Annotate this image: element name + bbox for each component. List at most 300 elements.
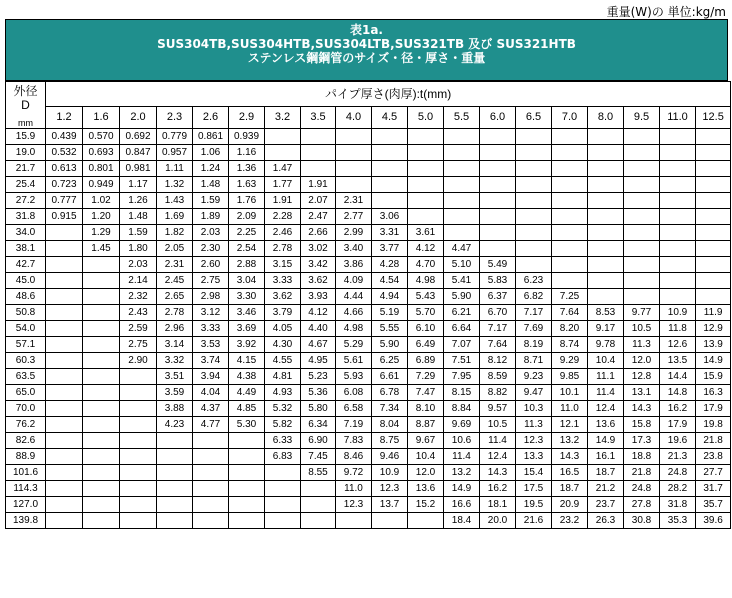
weight-cell [46, 241, 83, 257]
weight-cell: 18.8 [624, 449, 660, 465]
weight-cell [588, 273, 624, 289]
weight-cell: 8.84 [444, 401, 480, 417]
weight-cell: 1.76 [229, 193, 265, 209]
thickness-header: パイプ厚さ(肉厚):t(mm) [46, 82, 731, 107]
title-line-1: 表1a. [349, 23, 383, 37]
table-row [6, 497, 731, 513]
weight-cell: 2.47 [301, 209, 336, 225]
weight-cell: 18.7 [552, 481, 588, 497]
weight-cell: 14.3 [624, 401, 660, 417]
weight-cell: 7.19 [336, 417, 372, 433]
weight-cell [624, 177, 660, 193]
weight-cell: 4.47 [444, 241, 480, 257]
weight-cell: 13.6 [588, 417, 624, 433]
weight-cell [83, 513, 120, 529]
weight-cell [660, 209, 696, 225]
weight-cell [408, 145, 444, 161]
weight-cell: 9.47 [516, 385, 552, 401]
weight-cell [552, 177, 588, 193]
weight-cell: 5.82 [265, 417, 301, 433]
weight-cell [46, 321, 83, 337]
weight-cell [83, 321, 120, 337]
weight-cell [83, 289, 120, 305]
weight-cell: 17.9 [660, 417, 696, 433]
weight-cell: 3.74 [193, 353, 229, 369]
weight-cell: 10.6 [444, 433, 480, 449]
weight-cell: 0.570 [83, 129, 120, 145]
weight-cell [46, 369, 83, 385]
weight-cell: 21.3 [660, 449, 696, 465]
weight-cell [301, 513, 336, 529]
weight-cell [336, 161, 372, 177]
weight-cell [444, 129, 480, 145]
weight-cell: 5.30 [229, 417, 265, 433]
weight-cell: 21.2 [588, 481, 624, 497]
weight-cell [46, 449, 83, 465]
weight-cell: 14.4 [660, 369, 696, 385]
weight-cell [120, 449, 157, 465]
outer-diameter-cell: 48.6 [6, 289, 46, 305]
weight-cell [624, 289, 660, 305]
weight-cell [480, 129, 516, 145]
weight-cell: 2.28 [265, 209, 301, 225]
weight-cell [46, 385, 83, 401]
weight-cell: 3.93 [301, 289, 336, 305]
weight-cell: 23.8 [696, 449, 731, 465]
weight-cell: 3.02 [301, 241, 336, 257]
thickness-value: 2.0 [120, 106, 157, 128]
weight-cell: 2.66 [301, 225, 336, 241]
weight-cell: 8.46 [336, 449, 372, 465]
weight-cell [120, 417, 157, 433]
weight-cell [588, 209, 624, 225]
weight-cell [301, 497, 336, 513]
outer-diameter-cell: 15.9 [6, 129, 46, 145]
weight-cell: 3.62 [265, 289, 301, 305]
weight-cell [696, 273, 731, 289]
table-row [6, 369, 731, 385]
weight-cell: 0.949 [83, 177, 120, 193]
weight-cell: 15.8 [624, 417, 660, 433]
weight-cell: 13.3 [516, 449, 552, 465]
weight-cell: 3.77 [372, 241, 408, 257]
weight-cell [624, 241, 660, 257]
weight-cell: 14.9 [588, 433, 624, 449]
title-line-2: SUS304TB,SUS304HTB,SUS304LTB,SUS321TB 及び SUS321HTB [157, 37, 576, 51]
thickness-values-row [6, 106, 731, 128]
weight-cell: 6.58 [336, 401, 372, 417]
weight-cell: 4.12 [301, 305, 336, 321]
table-title [5, 19, 728, 81]
weight-cell: 4.81 [265, 369, 301, 385]
weight-cell [624, 257, 660, 273]
weight-cell: 5.49 [480, 257, 516, 273]
weight-cell: 2.99 [336, 225, 372, 241]
weight-cell: 1.82 [157, 225, 193, 241]
weight-cell [265, 145, 301, 161]
weight-cell: 0.981 [120, 161, 157, 177]
weight-cell [265, 497, 301, 513]
weight-cell: 7.47 [408, 385, 444, 401]
weight-cell [336, 513, 372, 529]
weight-cell [660, 193, 696, 209]
weight-cell: 3.42 [301, 257, 336, 273]
weight-cell: 7.69 [516, 321, 552, 337]
weight-cell: 11.9 [696, 305, 731, 321]
weight-cell [408, 193, 444, 209]
weight-cell: 13.2 [444, 465, 480, 481]
weight-cell: 4.23 [157, 417, 193, 433]
weight-cell: 2.65 [157, 289, 193, 305]
weight-cell: 0.801 [83, 161, 120, 177]
weight-cell [444, 161, 480, 177]
weight-cell: 6.21 [444, 305, 480, 321]
weight-cell: 4.67 [301, 337, 336, 353]
weight-cell: 15.2 [408, 497, 444, 513]
weight-cell: 1.17 [120, 177, 157, 193]
weight-cell: 9.29 [552, 353, 588, 369]
outer-diameter-label: 外径 [13, 84, 38, 98]
weight-cell: 2.88 [229, 257, 265, 273]
thickness-value: 12.5 [696, 106, 731, 128]
weight-cell [157, 449, 193, 465]
weight-cell: 9.17 [588, 321, 624, 337]
weight-cell [444, 193, 480, 209]
weight-cell: 21.8 [696, 433, 731, 449]
weight-cell: 3.46 [229, 305, 265, 321]
weight-cell [480, 145, 516, 161]
weight-cell [46, 481, 83, 497]
weight-cell: 1.16 [229, 145, 265, 161]
weight-cell: 21.8 [624, 465, 660, 481]
weight-cell [552, 209, 588, 225]
weight-cell: 9.46 [372, 449, 408, 465]
weight-cell: 14.3 [480, 465, 516, 481]
weight-cell: 0.723 [46, 177, 83, 193]
weight-cell [552, 225, 588, 241]
weight-cell [301, 129, 336, 145]
weight-cell: 1.59 [120, 225, 157, 241]
weight-cell: 12.3 [372, 481, 408, 497]
weight-cell: 4.09 [336, 273, 372, 289]
weight-cell [83, 385, 120, 401]
weight-cell: 4.44 [336, 289, 372, 305]
weight-cell [301, 481, 336, 497]
weight-cell [372, 177, 408, 193]
weight-cell: 21.6 [516, 513, 552, 529]
weight-cell [83, 449, 120, 465]
weight-cell: 11.0 [336, 481, 372, 497]
weight-cell: 10.9 [372, 465, 408, 481]
weight-cell [120, 369, 157, 385]
weight-cell [624, 129, 660, 145]
weight-cell [588, 193, 624, 209]
weight-cell: 2.43 [120, 305, 157, 321]
weight-cell: 8.75 [372, 433, 408, 449]
weight-cell: 2.32 [120, 289, 157, 305]
weight-cell: 1.48 [193, 177, 229, 193]
table-row [6, 337, 731, 353]
weight-cell: 35.3 [660, 513, 696, 529]
table-row [6, 273, 731, 289]
weight-cell [660, 161, 696, 177]
weight-cell: 2.03 [193, 225, 229, 241]
weight-cell: 12.4 [588, 401, 624, 417]
thickness-value: 3.5 [301, 106, 336, 128]
weight-cell [480, 225, 516, 241]
table-row [6, 385, 731, 401]
weight-cell [444, 177, 480, 193]
weight-cell: 5.43 [408, 289, 444, 305]
weight-cell: 12.9 [696, 321, 731, 337]
weight-cell: 0.692 [120, 129, 157, 145]
table-row [6, 241, 731, 257]
weight-cell: 8.59 [480, 369, 516, 385]
weight-cell: 4.94 [372, 289, 408, 305]
weight-cell: 6.78 [372, 385, 408, 401]
weight-cell: 16.6 [444, 497, 480, 513]
weight-cell: 12.0 [624, 353, 660, 369]
weight-cell: 2.60 [193, 257, 229, 273]
weight-cell [408, 161, 444, 177]
weight-cell [588, 289, 624, 305]
weight-cell: 30.8 [624, 513, 660, 529]
weight-unit-label: 重量(W)の 単位:kg/m [606, 5, 726, 19]
weight-cell: 3.53 [193, 337, 229, 353]
weight-cell [624, 273, 660, 289]
weight-cell: 3.69 [229, 321, 265, 337]
weight-cell [480, 161, 516, 177]
weight-cell: 27.7 [696, 465, 731, 481]
weight-cell: 8.04 [372, 417, 408, 433]
weight-cell: 2.59 [120, 321, 157, 337]
weight-cell: 16.1 [588, 449, 624, 465]
weight-cell [516, 129, 552, 145]
weight-cell [229, 513, 265, 529]
weight-cell [46, 401, 83, 417]
weight-cell: 3.62 [301, 273, 336, 289]
weight-cell: 3.32 [157, 353, 193, 369]
weight-cell: 0.439 [46, 129, 83, 145]
weight-cell: 1.36 [229, 161, 265, 177]
weight-cell: 23.7 [588, 497, 624, 513]
weight-cell: 6.82 [516, 289, 552, 305]
weight-cell [552, 129, 588, 145]
table-row [6, 449, 731, 465]
weight-cell: 11.3 [516, 417, 552, 433]
weight-cell [193, 513, 229, 529]
weight-cell: 5.36 [301, 385, 336, 401]
weight-cell: 5.29 [336, 337, 372, 353]
weight-cell: 6.64 [444, 321, 480, 337]
weight-cell: 17.9 [696, 401, 731, 417]
weight-cell: 4.49 [229, 385, 265, 401]
weight-cell: 5.80 [301, 401, 336, 417]
table-body [6, 129, 731, 529]
weight-cell: 11.4 [588, 385, 624, 401]
weight-cell [444, 145, 480, 161]
weight-cell: 3.12 [193, 305, 229, 321]
weight-cell: 0.532 [46, 145, 83, 161]
weight-cell: 4.85 [229, 401, 265, 417]
weight-cell [660, 289, 696, 305]
weight-cell: 5.23 [301, 369, 336, 385]
weight-cell: 8.82 [480, 385, 516, 401]
outer-diameter-cell: 57.1 [6, 337, 46, 353]
weight-cell: 16.2 [660, 401, 696, 417]
outer-diameter-cell: 88.9 [6, 449, 46, 465]
weight-cell: 1.47 [265, 161, 301, 177]
weight-cell [516, 241, 552, 257]
weight-cell [193, 481, 229, 497]
weight-cell: 13.5 [660, 353, 696, 369]
weight-cell: 16.5 [552, 465, 588, 481]
weight-cell: 5.55 [372, 321, 408, 337]
outer-diameter-cell: 34.0 [6, 225, 46, 241]
weight-cell [552, 161, 588, 177]
thickness-value: 5.5 [444, 106, 480, 128]
weight-cell: 4.30 [265, 337, 301, 353]
weight-cell [120, 497, 157, 513]
weight-cell: 2.05 [157, 241, 193, 257]
outer-diameter-cell: 60.3 [6, 353, 46, 369]
weight-cell: 23.2 [552, 513, 588, 529]
weight-cell [660, 145, 696, 161]
weight-cell: 1.11 [157, 161, 193, 177]
weight-cell: 3.30 [229, 289, 265, 305]
weight-cell [660, 257, 696, 273]
thickness-value: 3.2 [265, 106, 301, 128]
weight-cell: 1.45 [83, 241, 120, 257]
weight-cell: 1.77 [265, 177, 301, 193]
weight-cell [83, 433, 120, 449]
weight-cell: 0.957 [157, 145, 193, 161]
table-row [6, 305, 731, 321]
weight-cell [83, 337, 120, 353]
weight-cell: 1.26 [120, 193, 157, 209]
weight-cell [696, 241, 731, 257]
weight-cell: 15.9 [696, 369, 731, 385]
weight-cell: 4.70 [408, 257, 444, 273]
weight-cell [660, 177, 696, 193]
weight-cell: 10.3 [516, 401, 552, 417]
weight-cell: 2.03 [120, 257, 157, 273]
weight-cell [696, 209, 731, 225]
weight-cell: 9.85 [552, 369, 588, 385]
weight-cell [157, 497, 193, 513]
thickness-value: 2.3 [157, 106, 193, 128]
weight-cell [660, 225, 696, 241]
weight-cell [265, 513, 301, 529]
weight-cell: 4.54 [372, 273, 408, 289]
weight-cell: 0.777 [46, 193, 83, 209]
weight-cell: 3.59 [157, 385, 193, 401]
weight-cell: 7.64 [552, 305, 588, 321]
table-row [6, 401, 731, 417]
table-row [6, 193, 731, 209]
weight-cell [265, 129, 301, 145]
weight-cell: 4.95 [301, 353, 336, 369]
weight-cell [372, 513, 408, 529]
weight-cell [408, 177, 444, 193]
table-row [6, 209, 731, 225]
outer-diameter-cell: 31.8 [6, 209, 46, 225]
weight-cell: 2.25 [229, 225, 265, 241]
weight-cell [83, 401, 120, 417]
weight-cell: 6.23 [516, 273, 552, 289]
weight-cell [83, 369, 120, 385]
weight-cell [696, 129, 731, 145]
weight-cell: 13.6 [408, 481, 444, 497]
weight-cell: 3.31 [372, 225, 408, 241]
weight-cell: 7.17 [516, 305, 552, 321]
thickness-value: 1.6 [83, 106, 120, 128]
weight-cell [588, 129, 624, 145]
outer-diameter-cell: 63.5 [6, 369, 46, 385]
weight-cell: 2.78 [157, 305, 193, 321]
weight-cell: 24.8 [624, 481, 660, 497]
weight-cell [696, 193, 731, 209]
weight-cell [588, 257, 624, 273]
weight-cell: 1.32 [157, 177, 193, 193]
weight-cell: 8.20 [552, 321, 588, 337]
weight-cell: 11.0 [552, 401, 588, 417]
weight-cell [301, 145, 336, 161]
weight-cell: 3.40 [336, 241, 372, 257]
weight-cell: 6.10 [408, 321, 444, 337]
weight-cell: 3.92 [229, 337, 265, 353]
weight-cell [516, 177, 552, 193]
weight-cell: 2.77 [336, 209, 372, 225]
weight-cell: 9.57 [480, 401, 516, 417]
weight-cell: 10.5 [624, 321, 660, 337]
weight-cell [552, 257, 588, 273]
weight-cell: 24.8 [660, 465, 696, 481]
weight-cell: 8.10 [408, 401, 444, 417]
weight-cell: 0.613 [46, 161, 83, 177]
weight-cell: 39.6 [696, 513, 731, 529]
table-row [6, 513, 731, 529]
weight-cell [588, 161, 624, 177]
pipe-weight-table [5, 81, 731, 529]
weight-cell: 1.59 [193, 193, 229, 209]
weight-cell: 7.29 [408, 369, 444, 385]
weight-cell: 11.8 [660, 321, 696, 337]
weight-cell [83, 417, 120, 433]
weight-cell: 4.12 [408, 241, 444, 257]
outer-diameter-cell: 127.0 [6, 497, 46, 513]
weight-cell [120, 481, 157, 497]
weight-cell: 8.15 [444, 385, 480, 401]
weight-cell [516, 225, 552, 241]
weight-cell: 3.94 [193, 369, 229, 385]
outer-diameter-cell: 101.6 [6, 465, 46, 481]
weight-cell: 0.779 [157, 129, 193, 145]
outer-diameter-cell: 19.0 [6, 145, 46, 161]
weight-cell: 18.4 [444, 513, 480, 529]
weight-cell: 13.7 [372, 497, 408, 513]
weight-cell: 3.88 [157, 401, 193, 417]
weight-cell [265, 481, 301, 497]
weight-cell: 4.98 [336, 321, 372, 337]
weight-cell [46, 273, 83, 289]
weight-cell [372, 161, 408, 177]
weight-cell: 14.9 [444, 481, 480, 497]
weight-cell: 2.75 [193, 273, 229, 289]
weight-cell: 17.3 [624, 433, 660, 449]
weight-cell [408, 209, 444, 225]
weight-cell: 7.83 [336, 433, 372, 449]
